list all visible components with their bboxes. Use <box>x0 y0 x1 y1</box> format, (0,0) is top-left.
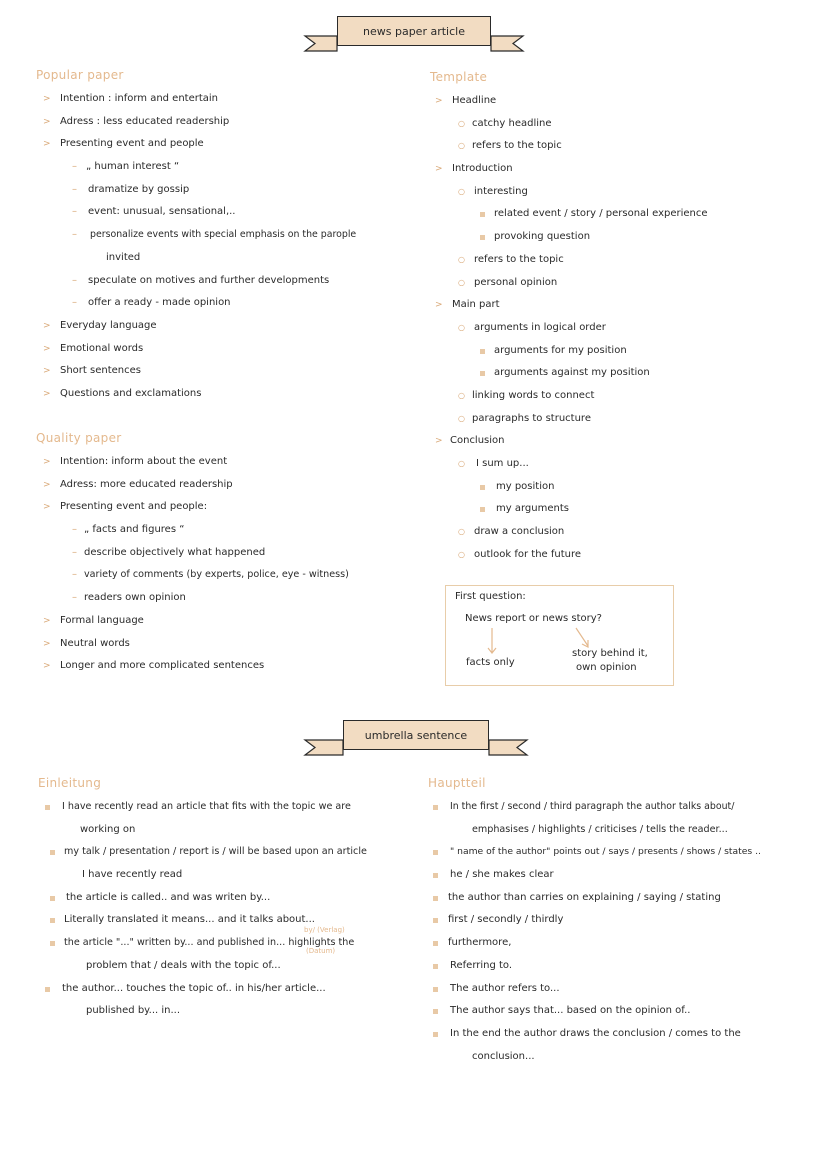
circle-icon: ○ <box>458 322 465 332</box>
arrow-icon: > <box>43 320 51 331</box>
square-bullet-icon <box>45 987 50 992</box>
dash-icon: – <box>72 297 77 309</box>
list-item-continued: emphasises / highlights / criticises / tells the reader... <box>472 823 728 835</box>
square-bullet-icon <box>50 941 55 946</box>
sub-sub-item: my arguments <box>430 498 820 521</box>
hauptteil-section <box>428 776 820 1068</box>
list-item: > Intention : inform and entertain <box>36 88 416 111</box>
box-right-answer-line2: own opinion <box>576 662 637 673</box>
list-item: The author says that... based on the opinion of.. <box>428 1000 820 1023</box>
list-item: first / secondly / thirdly <box>428 909 820 932</box>
list-item: Referring to. <box>428 955 820 978</box>
sub-item: ○ refers to the topic <box>430 249 820 272</box>
square-bullet-icon <box>50 850 55 855</box>
sub-sub-item: arguments against my position <box>430 362 820 385</box>
dash-icon: – <box>72 161 77 173</box>
circle-icon: ○ <box>458 390 465 400</box>
list-item: > Main part <box>430 294 820 317</box>
quality-paper-section <box>36 431 416 678</box>
dash-icon: – <box>72 546 77 558</box>
arrow-icon: > <box>43 388 51 399</box>
circle-icon: ○ <box>458 527 465 537</box>
box-question: News report or news story? <box>465 613 602 624</box>
sub-item: – „ human interest “ <box>36 156 416 179</box>
sub-item: – readers own opinion <box>36 587 416 610</box>
sub-item: – event: unusual, sensational,.. <box>36 201 416 224</box>
sub-item: ○ linking words to connect <box>430 385 820 408</box>
list-item: > Adress: more educated readership <box>36 474 416 497</box>
square-bullet-icon <box>50 896 55 901</box>
square-bullet-icon <box>480 485 485 490</box>
list-item: Literally translated it means... and it talks about... <box>38 909 418 932</box>
square-bullet-icon <box>433 941 438 946</box>
list-item-continued: conclusion... <box>472 1050 535 1062</box>
square-bullet-icon <box>480 212 485 217</box>
square-bullet-icon <box>433 850 438 855</box>
sub-item: ○ outlook for the future <box>430 544 820 567</box>
sub-item-continued: invited <box>106 251 141 263</box>
list-item: The author refers to... <box>428 978 820 1001</box>
list-item: my talk / presentation / report is / will be based upon an article <box>38 841 418 864</box>
list-item: In the first / second / third paragraph the author talks about/ <box>428 796 820 819</box>
square-bullet-icon <box>480 349 485 354</box>
arrow-icon: > <box>43 479 51 490</box>
arrow-icon: > <box>43 661 51 672</box>
list-item: > Intention: inform about the event <box>36 451 416 474</box>
section-title: Template <box>430 70 488 84</box>
arrow-icon: > <box>43 94 51 104</box>
list-item: > Questions and exclamations <box>36 383 416 406</box>
circle-icon: ○ <box>458 413 465 423</box>
box-left-answer: facts only <box>466 657 515 668</box>
dash-icon: – <box>72 569 77 581</box>
circle-icon: ○ <box>458 186 465 196</box>
list-item-continued: problem that / deals with the topic of... <box>86 959 281 971</box>
template-section <box>430 70 820 566</box>
dash-icon: – <box>72 206 77 218</box>
list-item: the author than carries on explaining / saying / stating <box>428 887 820 910</box>
first-question-box <box>445 585 674 686</box>
sub-sub-item: related event / story / personal experience <box>430 203 820 226</box>
arrow-icon: > <box>43 343 51 354</box>
sub-item: – dramatize by gossip <box>36 179 416 202</box>
list-item: he / she makes clear <box>428 864 820 887</box>
circle-icon: ○ <box>458 549 465 559</box>
sub-item: ○ I sum up... <box>430 453 820 476</box>
square-bullet-icon <box>433 805 438 810</box>
square-bullet-icon <box>480 235 485 240</box>
circle-icon: ○ <box>458 277 465 287</box>
square-bullet-icon <box>433 1009 438 1014</box>
sub-sub-item: provoking question <box>430 226 820 249</box>
annotation-note: (Datum) <box>306 947 336 956</box>
arrow-icon: > <box>43 366 51 377</box>
square-bullet-icon <box>433 918 438 923</box>
section-title: Popular paper <box>36 68 124 82</box>
square-bullet-icon <box>433 896 438 901</box>
list-item: the article "..." written by... and published in... highlights the by/ (Verlag) (Datum) <box>38 932 418 955</box>
arrow-icon: > <box>435 164 443 175</box>
dash-icon: – <box>72 183 77 195</box>
sub-item: ○ personal opinion <box>430 272 820 295</box>
square-bullet-icon <box>433 1032 438 1037</box>
list-item: In the end the author draws the conclusion / comes to the <box>428 1023 820 1046</box>
list-item: I have recently read an article that fits with the topic we are <box>38 796 418 819</box>
list-item: > Conclusion <box>430 430 820 453</box>
arrow-icon: > <box>435 436 443 447</box>
square-bullet-icon <box>480 507 485 512</box>
list-item: " name of the author" points out / says / presents / shows / states .. <box>428 841 820 864</box>
square-bullet-icon <box>45 805 50 810</box>
sub-sub-item: my position <box>430 476 820 499</box>
dash-icon: – <box>72 524 77 536</box>
square-bullet-icon <box>433 873 438 878</box>
dash-icon: – <box>72 229 77 241</box>
list-item: > Formal language <box>36 610 416 633</box>
circle-icon: ○ <box>458 254 465 264</box>
list-item: furthermore, <box>428 932 820 955</box>
square-bullet-icon <box>433 987 438 992</box>
sub-item: ○ interesting <box>430 181 820 204</box>
arrow-icon: > <box>43 638 51 649</box>
list-item: > Emotional words <box>36 338 416 361</box>
sub-item: ○ arguments in logical order <box>430 317 820 340</box>
section-title: Quality paper <box>36 431 122 445</box>
box-right-answer-line1: story behind it, <box>572 648 648 659</box>
dash-icon: – <box>72 274 77 286</box>
sub-item: ○ catchy headline <box>430 113 820 136</box>
list-item-continued: I have recently read <box>82 869 183 881</box>
sub-item: – offer a ready - made opinion <box>36 292 416 315</box>
list-item: > Neutral words <box>36 633 416 656</box>
banner-title: umbrella sentence <box>343 720 489 750</box>
list-item: the author... touches the topic of.. in his/her article... <box>38 978 418 1001</box>
sub-item: ○ refers to the topic <box>430 135 820 158</box>
list-item: > Everyday language <box>36 315 416 338</box>
arrow-icon: > <box>43 116 51 127</box>
square-bullet-icon <box>433 964 438 969</box>
square-bullet-icon <box>50 918 55 923</box>
circle-icon: ○ <box>458 141 465 151</box>
list-item: > Adress : less educated readership <box>36 111 416 134</box>
list-item: > Presenting event and people <box>36 133 416 156</box>
einleitung-section <box>38 776 418 1023</box>
sub-item: – describe objectively what happened <box>36 542 416 565</box>
sub-item: ○ paragraphs to structure <box>430 408 820 431</box>
list-item: > Headline <box>430 90 820 113</box>
list-item: > Presenting event and people: <box>36 496 416 519</box>
arrow-icon: > <box>435 300 443 311</box>
sub-item: – „ facts and figures “ <box>36 519 416 542</box>
box-title: First question: <box>455 591 526 602</box>
sub-item: ○ draw a conclusion <box>430 521 820 544</box>
list-item-continued: working on <box>80 823 136 835</box>
sub-item: – variety of comments (by experts, police, eye - witness) <box>36 564 416 587</box>
arrow-icon: > <box>43 457 51 467</box>
square-bullet-icon <box>480 371 485 376</box>
sub-item: – speculate on motives and further developments <box>36 270 416 293</box>
sub-sub-item: arguments for my position <box>430 340 820 363</box>
arrow-icon: > <box>43 502 51 513</box>
arrow-icon: > <box>435 96 443 106</box>
dash-icon: – <box>72 592 77 604</box>
list-item: the article is called.. and was writen by... <box>38 887 418 910</box>
list-item-continued: published by... in... <box>86 1005 181 1017</box>
section-title: Einleitung <box>38 776 102 790</box>
bottom-banner <box>303 718 529 752</box>
section-title: Hauptteil <box>428 776 486 790</box>
popular-paper-section <box>36 68 416 406</box>
arrow-icon: > <box>43 615 51 626</box>
sub-item: – personalize events with special emphasis on the parople <box>36 224 416 247</box>
top-banner <box>303 14 525 48</box>
list-item: > Short sentences <box>36 360 416 383</box>
list-item: > Introduction <box>430 158 820 181</box>
annotation-note: by/ (Verlag) <box>304 926 345 935</box>
banner-title: news paper article <box>337 16 491 46</box>
arrow-icon: > <box>43 139 51 150</box>
list-item: > Longer and more complicated sentences <box>36 655 416 678</box>
circle-icon: ○ <box>458 118 465 128</box>
circle-icon: ○ <box>458 459 465 468</box>
